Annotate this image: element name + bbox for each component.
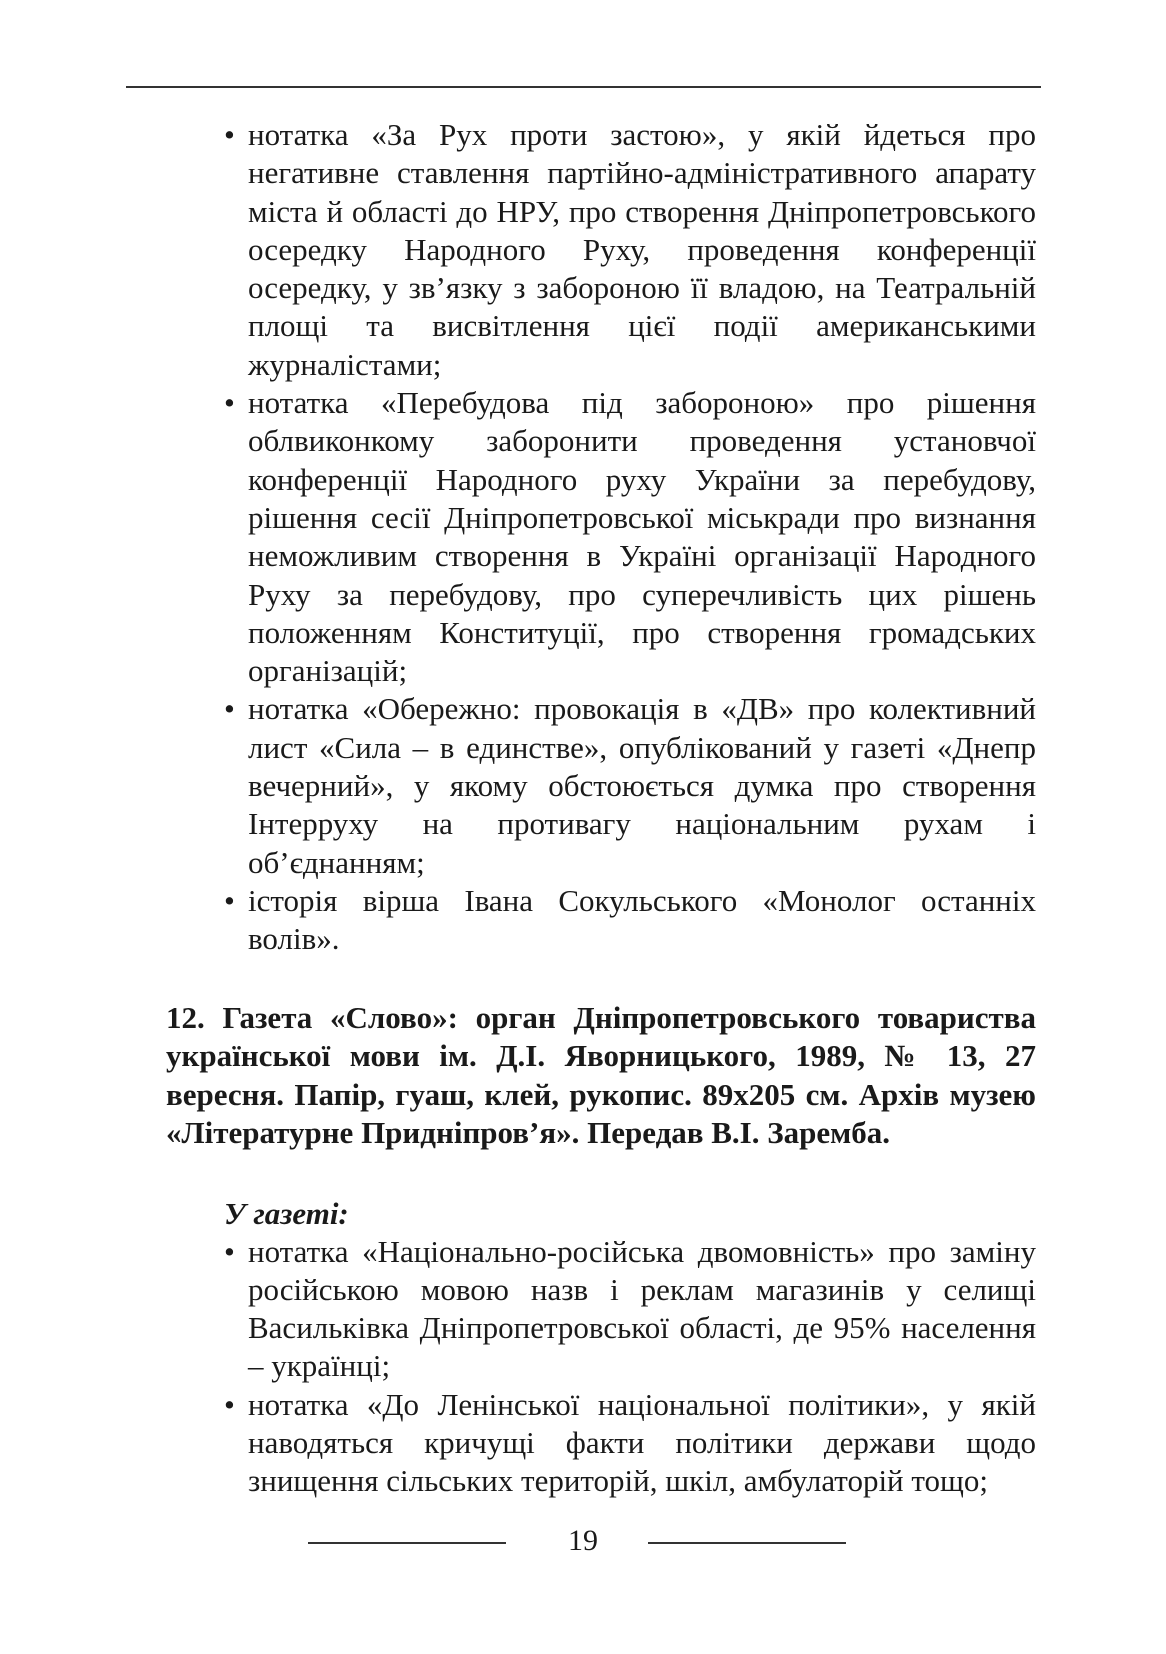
list-item: • історія вірша Івана Сокульського «Монолог останніх волів».: [166, 882, 1036, 959]
list-item: • нотатка «Перебудова під забороною» про рішення облвиконкому заборонити проведення установчої конференції Народного руху України за перебудову, рішення сесії Дніпропетровської міськради про визнання неможливим створення в Україні організації Народного Руху за перебудову, про суперечливість цих рішень положенням Конституції, про створення громадських організацій;: [166, 384, 1036, 690]
bullet-list-bottom: [166, 1233, 1036, 1501]
section-heading: 12. Газета «Слово»: орган Дніпропетровського товариства української мови ім. Д.І. Яворницького, 1989, № 13, 27 вересня. Папір, гуаш, клей, рукопис. 89х205 см. Архів музею «Літературне Придніпров’я». Передав В.І. Заремба.: [166, 999, 1036, 1151]
list-item: • нотатка «До Ленінської національної політики», у якій наводяться кричущі факти політики держави щодо знищення сільських територій, шкіл, амбулаторій тощо;: [166, 1386, 1036, 1501]
page-footer: [0, 1522, 1166, 1562]
bullet-list-top: [166, 116, 1036, 959]
list-item: • нотатка «Національно-російська двомовність» про заміну російською мовою назв і реклам магазинів у селищі Васильківка Дніпропетровської області, де 95% населення – українці;: [166, 1233, 1036, 1386]
footer-rule-right: [648, 1542, 846, 1544]
page-number: 19: [568, 1524, 598, 1557]
subheading: У газеті:: [224, 1195, 349, 1231]
top-rule: [126, 86, 1041, 88]
list-item: • нотатка «Обережно: провокація в «ДВ» про колективний лист «Сила – в единстве», опублікований у газеті «Днепр вечерний», у якому обстоюється думка про створення Інтерруху на противагу національним рухам і об’єднанням;: [166, 690, 1036, 881]
list-item: • нотатка «За Рух проти застою», у якій йдеться про негативне ставлення партійно-адміністративного апарату міста й області до НРУ, про створення Дніпропетровського осередку Народного Руху, проведення конференції осередку, у зв’язку з забороною її владою, на Театральній площі та висвітлення цієї події американськими журналістами;: [166, 116, 1036, 384]
page-content: [166, 116, 1036, 1501]
